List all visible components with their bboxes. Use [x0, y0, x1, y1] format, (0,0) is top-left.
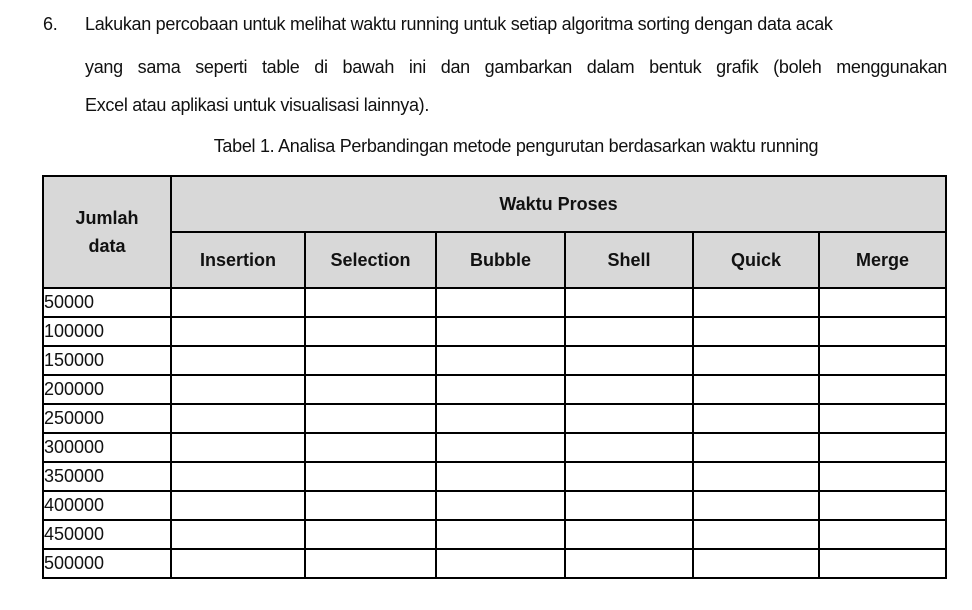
time-cell-merge[interactable]	[819, 375, 946, 404]
table-row	[43, 375, 946, 404]
time-cell-quick[interactable]	[693, 491, 819, 520]
col-header-bubble: Bubble	[436, 232, 565, 288]
col-header-quick: Quick	[693, 232, 819, 288]
time-cell-selection[interactable]	[305, 404, 436, 433]
jumlah-data-cell: 500000	[43, 549, 171, 578]
time-cell-insertion[interactable]	[171, 433, 305, 462]
time-cell-insertion[interactable]	[171, 549, 305, 578]
time-cell-shell[interactable]	[565, 520, 693, 549]
time-cell-selection[interactable]	[305, 317, 436, 346]
time-cell-merge[interactable]	[819, 520, 946, 549]
col-header-merge: Merge	[819, 232, 946, 288]
time-cell-insertion[interactable]	[171, 462, 305, 491]
time-cell-quick[interactable]	[693, 520, 819, 549]
time-cell-insertion[interactable]	[171, 491, 305, 520]
time-cell-shell[interactable]	[565, 433, 693, 462]
time-cell-bubble[interactable]	[436, 346, 565, 375]
time-cell-insertion[interactable]	[171, 288, 305, 317]
time-cell-selection[interactable]	[305, 520, 436, 549]
time-cell-insertion[interactable]	[171, 346, 305, 375]
time-cell-merge[interactable]	[819, 549, 946, 578]
table-row	[43, 520, 946, 549]
time-cell-shell[interactable]	[565, 462, 693, 491]
time-cell-quick[interactable]	[693, 317, 819, 346]
time-cell-merge[interactable]	[819, 288, 946, 317]
table-row	[43, 288, 946, 317]
time-cell-shell[interactable]	[565, 317, 693, 346]
sorting-time-table	[42, 175, 947, 579]
time-cell-insertion[interactable]	[171, 404, 305, 433]
time-cell-selection[interactable]	[305, 375, 436, 404]
row-header-line-1: Jumlah	[75, 208, 139, 228]
jumlah-data-cell: 350000	[43, 462, 171, 491]
table-row	[43, 433, 946, 462]
time-cell-quick[interactable]	[693, 433, 819, 462]
time-cell-merge[interactable]	[819, 404, 946, 433]
question-text-line-1: Lakukan percobaan untuk melihat waktu running untuk setiap algoritma sorting dengan data acak	[85, 14, 833, 34]
table-row	[43, 404, 946, 433]
jumlah-data-cell: 100000	[43, 317, 171, 346]
time-cell-merge[interactable]	[819, 317, 946, 346]
time-cell-quick[interactable]	[693, 375, 819, 404]
time-cell-shell[interactable]	[565, 404, 693, 433]
time-cell-merge[interactable]	[819, 462, 946, 491]
time-cell-shell[interactable]	[565, 288, 693, 317]
table-row	[43, 491, 946, 520]
question-text-line-3: Excel atau aplikasi untuk visualisasi lainnya).	[85, 95, 430, 115]
time-cell-insertion[interactable]	[171, 520, 305, 549]
time-cell-bubble[interactable]	[436, 520, 565, 549]
jumlah-data-cell: 450000	[43, 520, 171, 549]
time-cell-merge[interactable]	[819, 433, 946, 462]
time-cell-insertion[interactable]	[171, 375, 305, 404]
table-row	[43, 462, 946, 491]
jumlah-data-cell: 400000	[43, 491, 171, 520]
time-cell-selection[interactable]	[305, 433, 436, 462]
time-cell-quick[interactable]	[693, 346, 819, 375]
time-cell-selection[interactable]	[305, 346, 436, 375]
time-cell-quick[interactable]	[693, 462, 819, 491]
jumlah-data-cell: 150000	[43, 346, 171, 375]
row-header-line-2: data	[88, 236, 126, 256]
time-cell-selection[interactable]	[305, 549, 436, 578]
time-cell-shell[interactable]	[565, 549, 693, 578]
question-text-line-2: yang sama seperti table di bawah ini dan gambarkan dalam bentuk grafik (boleh menggunakan	[85, 57, 947, 77]
time-cell-bubble[interactable]	[436, 433, 565, 462]
time-cell-merge[interactable]	[819, 346, 946, 375]
jumlah-data-cell: 50000	[43, 288, 171, 317]
col-header-selection: Selection	[305, 232, 436, 288]
time-cell-bubble[interactable]	[436, 549, 565, 578]
jumlah-data-cell: 250000	[43, 404, 171, 433]
jumlah-data-cell: 200000	[43, 375, 171, 404]
time-cell-quick[interactable]	[693, 288, 819, 317]
group-header-waktu-proses: Waktu Proses	[171, 176, 946, 232]
time-cell-shell[interactable]	[565, 375, 693, 404]
table-row	[43, 549, 946, 578]
time-cell-insertion[interactable]	[171, 317, 305, 346]
time-cell-bubble[interactable]	[436, 288, 565, 317]
question-number: 6.	[43, 14, 58, 34]
table-row	[43, 317, 946, 346]
time-cell-quick[interactable]	[693, 404, 819, 433]
time-cell-selection[interactable]	[305, 462, 436, 491]
time-cell-bubble[interactable]	[436, 404, 565, 433]
table-row	[43, 346, 946, 375]
time-cell-shell[interactable]	[565, 346, 693, 375]
time-cell-shell[interactable]	[565, 491, 693, 520]
jumlah-data-cell: 300000	[43, 433, 171, 462]
time-cell-selection[interactable]	[305, 491, 436, 520]
time-cell-bubble[interactable]	[436, 462, 565, 491]
time-cell-quick[interactable]	[693, 549, 819, 578]
col-header-insertion: Insertion	[171, 232, 305, 288]
time-cell-bubble[interactable]	[436, 317, 565, 346]
col-header-shell: Shell	[565, 232, 693, 288]
table-caption: Tabel 1. Analisa Perbandingan metode pengurutan berdasarkan waktu running	[213, 136, 819, 156]
time-cell-merge[interactable]	[819, 491, 946, 520]
time-cell-bubble[interactable]	[436, 375, 565, 404]
row-header-jumlah-data	[43, 176, 171, 288]
time-cell-selection[interactable]	[305, 288, 436, 317]
time-cell-bubble[interactable]	[436, 491, 565, 520]
